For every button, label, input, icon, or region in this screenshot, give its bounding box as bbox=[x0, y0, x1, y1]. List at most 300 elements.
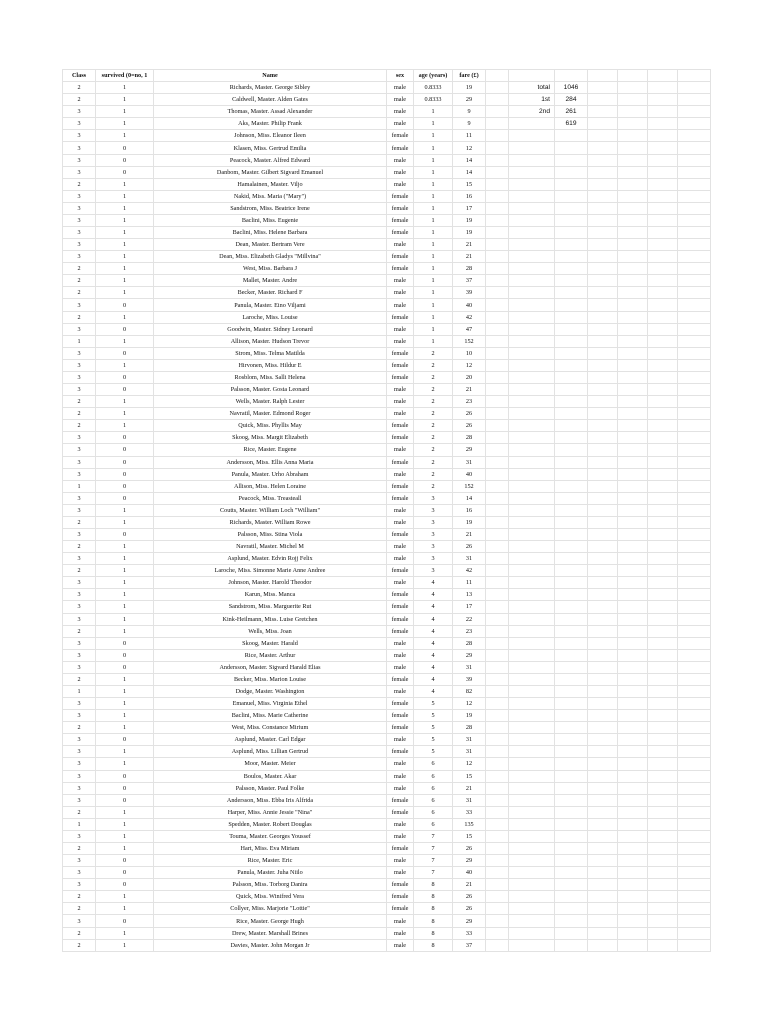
empty-cell[interactable] bbox=[486, 263, 509, 275]
empty-cell[interactable] bbox=[648, 94, 678, 106]
cell-sex[interactable]: male bbox=[387, 927, 414, 939]
empty-cell[interactable] bbox=[588, 565, 618, 577]
empty-cell[interactable] bbox=[555, 251, 588, 263]
cell-sex[interactable]: female bbox=[387, 311, 414, 323]
col-header-age[interactable]: age (years) bbox=[414, 70, 453, 82]
empty-cell[interactable] bbox=[678, 746, 711, 758]
cell-age[interactable]: 8 bbox=[414, 939, 453, 951]
empty-cell[interactable] bbox=[678, 335, 711, 347]
cell-fare[interactable]: 28 bbox=[453, 722, 486, 734]
empty-cell[interactable] bbox=[678, 794, 711, 806]
cell-survived[interactable]: 1 bbox=[96, 601, 154, 613]
empty-cell[interactable] bbox=[648, 480, 678, 492]
empty-cell[interactable] bbox=[486, 299, 509, 311]
cell-survived[interactable]: 0 bbox=[96, 166, 154, 178]
empty-cell[interactable] bbox=[648, 806, 678, 818]
empty-cell[interactable] bbox=[588, 698, 618, 710]
empty-cell[interactable] bbox=[509, 504, 555, 516]
cell-survived[interactable]: 0 bbox=[96, 456, 154, 468]
empty-cell[interactable] bbox=[555, 915, 588, 927]
empty-cell[interactable] bbox=[588, 625, 618, 637]
empty-cell[interactable] bbox=[509, 202, 555, 214]
empty-cell[interactable] bbox=[648, 396, 678, 408]
empty-cell[interactable] bbox=[555, 214, 588, 226]
empty-cell[interactable] bbox=[555, 384, 588, 396]
cell-age[interactable]: 4 bbox=[414, 625, 453, 637]
empty-cell[interactable] bbox=[618, 287, 648, 299]
empty-cell[interactable] bbox=[509, 758, 555, 770]
empty-cell[interactable] bbox=[486, 106, 509, 118]
empty-cell[interactable] bbox=[555, 661, 588, 673]
empty-cell[interactable] bbox=[588, 335, 618, 347]
empty-cell[interactable] bbox=[588, 492, 618, 504]
empty-cell[interactable] bbox=[509, 492, 555, 504]
empty-cell[interactable] bbox=[678, 516, 711, 528]
empty-cell[interactable] bbox=[555, 287, 588, 299]
cell-class[interactable]: 2 bbox=[63, 939, 96, 951]
cell-sex[interactable]: female bbox=[387, 843, 414, 855]
cell-fare[interactable]: 12 bbox=[453, 698, 486, 710]
empty-cell[interactable] bbox=[588, 541, 618, 553]
col-header-name[interactable]: Name bbox=[154, 70, 387, 82]
empty-cell[interactable] bbox=[486, 734, 509, 746]
empty-cell[interactable] bbox=[486, 202, 509, 214]
cell-name[interactable]: Allison, Master. Hudson Trevor bbox=[154, 335, 387, 347]
cell-name[interactable]: Rice, Master. George Hugh bbox=[154, 915, 387, 927]
empty-cell[interactable] bbox=[555, 685, 588, 697]
cell-sex[interactable]: male bbox=[387, 275, 414, 287]
empty-cell[interactable] bbox=[588, 299, 618, 311]
empty-cell[interactable] bbox=[618, 408, 648, 420]
cell-sex[interactable]: male bbox=[387, 637, 414, 649]
empty-cell[interactable] bbox=[588, 867, 618, 879]
cell-class[interactable]: 2 bbox=[63, 178, 96, 190]
cell-name[interactable]: Skoog, Miss. Margit Elizabeth bbox=[154, 432, 387, 444]
cell-fare[interactable]: 29 bbox=[453, 855, 486, 867]
empty-cell[interactable] bbox=[509, 263, 555, 275]
cell-fare[interactable]: 47 bbox=[453, 323, 486, 335]
cell-age[interactable]: 6 bbox=[414, 782, 453, 794]
empty-cell[interactable] bbox=[618, 553, 648, 565]
cell-fare[interactable]: 152 bbox=[453, 335, 486, 347]
empty-cell[interactable] bbox=[588, 758, 618, 770]
empty-cell[interactable] bbox=[618, 359, 648, 371]
cell-fare[interactable]: 82 bbox=[453, 685, 486, 697]
empty-cell[interactable] bbox=[486, 432, 509, 444]
cell-fare[interactable]: 152 bbox=[453, 480, 486, 492]
cell-survived[interactable]: 1 bbox=[96, 541, 154, 553]
empty-cell[interactable] bbox=[509, 685, 555, 697]
empty-cell[interactable] bbox=[618, 867, 648, 879]
cell-sex[interactable]: female bbox=[387, 746, 414, 758]
empty-cell[interactable] bbox=[509, 577, 555, 589]
cell-fare[interactable]: 10 bbox=[453, 347, 486, 359]
empty-cell[interactable] bbox=[588, 166, 618, 178]
empty-cell[interactable] bbox=[509, 371, 555, 383]
empty-cell[interactable] bbox=[555, 782, 588, 794]
cell-fare[interactable]: 135 bbox=[453, 818, 486, 830]
cell-class[interactable]: 2 bbox=[63, 891, 96, 903]
cell-survived[interactable]: 1 bbox=[96, 335, 154, 347]
empty-cell[interactable] bbox=[678, 480, 711, 492]
empty-cell[interactable] bbox=[555, 649, 588, 661]
cell-age[interactable]: 2 bbox=[414, 468, 453, 480]
empty-cell[interactable] bbox=[678, 504, 711, 516]
empty-cell[interactable] bbox=[486, 613, 509, 625]
empty-cell[interactable] bbox=[588, 94, 618, 106]
empty-cell[interactable] bbox=[555, 130, 588, 142]
empty-cell[interactable] bbox=[618, 541, 648, 553]
cell-survived[interactable]: 1 bbox=[96, 359, 154, 371]
cell-age[interactable]: 1 bbox=[414, 202, 453, 214]
empty-cell[interactable] bbox=[555, 142, 588, 154]
cell-survived[interactable]: 1 bbox=[96, 420, 154, 432]
cell-sex[interactable]: male bbox=[387, 818, 414, 830]
cell-sex[interactable]: female bbox=[387, 698, 414, 710]
cell-name[interactable]: Navratil, Master. Michel M bbox=[154, 541, 387, 553]
cell-sex[interactable]: female bbox=[387, 251, 414, 263]
cell-fare[interactable]: 28 bbox=[453, 637, 486, 649]
cell-class[interactable]: 3 bbox=[63, 770, 96, 782]
cell-survived[interactable]: 1 bbox=[96, 94, 154, 106]
empty-cell[interactable] bbox=[618, 504, 648, 516]
summary-value[interactable]: 1046 bbox=[555, 82, 588, 94]
cell-sex[interactable]: male bbox=[387, 299, 414, 311]
cell-age[interactable]: 1 bbox=[414, 299, 453, 311]
cell-age[interactable]: 7 bbox=[414, 843, 453, 855]
empty-cell[interactable] bbox=[648, 794, 678, 806]
cell-name[interactable]: Danbom, Master. Gilbert Sigvard Emanuel bbox=[154, 166, 387, 178]
cell-sex[interactable]: female bbox=[387, 371, 414, 383]
empty-cell[interactable] bbox=[555, 396, 588, 408]
empty-cell[interactable] bbox=[588, 746, 618, 758]
empty-cell[interactable] bbox=[588, 480, 618, 492]
empty-cell[interactable] bbox=[648, 649, 678, 661]
empty-cell[interactable] bbox=[648, 565, 678, 577]
empty-cell[interactable] bbox=[509, 613, 555, 625]
cell-survived[interactable]: 1 bbox=[96, 118, 154, 130]
cell-age[interactable]: 8 bbox=[414, 927, 453, 939]
cell-age[interactable]: 5 bbox=[414, 722, 453, 734]
cell-age[interactable]: 4 bbox=[414, 637, 453, 649]
empty-cell[interactable] bbox=[509, 239, 555, 251]
cell-sex[interactable]: male bbox=[387, 661, 414, 673]
cell-sex[interactable]: female bbox=[387, 589, 414, 601]
empty-cell[interactable] bbox=[648, 347, 678, 359]
cell-age[interactable]: 1 bbox=[414, 227, 453, 239]
cell-class[interactable]: 1 bbox=[63, 818, 96, 830]
empty-cell[interactable] bbox=[588, 202, 618, 214]
empty-cell[interactable] bbox=[588, 311, 618, 323]
cell-survived[interactable]: 0 bbox=[96, 468, 154, 480]
empty-cell[interactable] bbox=[555, 178, 588, 190]
empty-cell[interactable] bbox=[618, 70, 648, 82]
empty-cell[interactable] bbox=[509, 625, 555, 637]
cell-class[interactable]: 3 bbox=[63, 746, 96, 758]
empty-cell[interactable] bbox=[678, 359, 711, 371]
empty-cell[interactable] bbox=[648, 698, 678, 710]
cell-fare[interactable]: 21 bbox=[453, 251, 486, 263]
empty-cell[interactable] bbox=[509, 698, 555, 710]
cell-sex[interactable]: male bbox=[387, 468, 414, 480]
empty-cell[interactable] bbox=[648, 758, 678, 770]
cell-survived[interactable]: 0 bbox=[96, 734, 154, 746]
empty-cell[interactable] bbox=[555, 335, 588, 347]
empty-cell[interactable] bbox=[555, 734, 588, 746]
empty-cell[interactable] bbox=[618, 311, 648, 323]
cell-sex[interactable]: female bbox=[387, 528, 414, 540]
empty-cell[interactable] bbox=[509, 468, 555, 480]
cell-sex[interactable]: female bbox=[387, 601, 414, 613]
empty-cell[interactable] bbox=[678, 456, 711, 468]
cell-name[interactable]: Wells, Master. Ralph Lester bbox=[154, 396, 387, 408]
cell-sex[interactable]: male bbox=[387, 915, 414, 927]
cell-survived[interactable]: 0 bbox=[96, 432, 154, 444]
empty-cell[interactable] bbox=[618, 528, 648, 540]
empty-cell[interactable] bbox=[648, 553, 678, 565]
cell-class[interactable]: 2 bbox=[63, 541, 96, 553]
cell-name[interactable]: Hirvonen, Miss. Hildur E bbox=[154, 359, 387, 371]
cell-name[interactable]: Allison, Miss. Helen Loraine bbox=[154, 480, 387, 492]
empty-cell[interactable] bbox=[648, 408, 678, 420]
cell-sex[interactable]: female bbox=[387, 190, 414, 202]
empty-cell[interactable] bbox=[648, 432, 678, 444]
cell-name[interactable]: Andersson, Miss. Ellis Anna Maria bbox=[154, 456, 387, 468]
empty-cell[interactable] bbox=[648, 227, 678, 239]
cell-age[interactable]: 1 bbox=[414, 154, 453, 166]
cell-sex[interactable]: female bbox=[387, 673, 414, 685]
cell-name[interactable]: Sandstrom, Miss. Beatrice Irene bbox=[154, 202, 387, 214]
empty-cell[interactable] bbox=[678, 202, 711, 214]
empty-cell[interactable] bbox=[555, 154, 588, 166]
cell-class[interactable]: 2 bbox=[63, 420, 96, 432]
cell-class[interactable]: 3 bbox=[63, 239, 96, 251]
cell-name[interactable]: Dean, Miss. Elizabeth Gladys "Millvina" bbox=[154, 251, 387, 263]
cell-age[interactable]: 4 bbox=[414, 661, 453, 673]
cell-class[interactable]: 3 bbox=[63, 202, 96, 214]
empty-cell[interactable] bbox=[678, 275, 711, 287]
empty-cell[interactable] bbox=[648, 685, 678, 697]
empty-cell[interactable] bbox=[486, 492, 509, 504]
empty-cell[interactable] bbox=[486, 528, 509, 540]
empty-cell[interactable] bbox=[678, 553, 711, 565]
cell-sex[interactable]: male bbox=[387, 770, 414, 782]
empty-cell[interactable] bbox=[555, 794, 588, 806]
empty-cell[interactable] bbox=[618, 154, 648, 166]
empty-cell[interactable] bbox=[509, 347, 555, 359]
empty-cell[interactable] bbox=[509, 142, 555, 154]
empty-cell[interactable] bbox=[555, 504, 588, 516]
empty-cell[interactable] bbox=[588, 251, 618, 263]
cell-fare[interactable]: 21 bbox=[453, 879, 486, 891]
cell-sex[interactable]: male bbox=[387, 106, 414, 118]
cell-age[interactable]: 1 bbox=[414, 263, 453, 275]
cell-survived[interactable]: 1 bbox=[96, 214, 154, 226]
empty-cell[interactable] bbox=[648, 384, 678, 396]
empty-cell[interactable] bbox=[618, 601, 648, 613]
empty-cell[interactable] bbox=[509, 915, 555, 927]
cell-survived[interactable]: 0 bbox=[96, 855, 154, 867]
empty-cell[interactable] bbox=[588, 70, 618, 82]
empty-cell[interactable] bbox=[555, 227, 588, 239]
cell-age[interactable]: 2 bbox=[414, 359, 453, 371]
summary-label[interactable] bbox=[509, 118, 555, 130]
empty-cell[interactable] bbox=[678, 214, 711, 226]
empty-cell[interactable] bbox=[618, 251, 648, 263]
cell-sex[interactable]: male bbox=[387, 939, 414, 951]
col-header-class[interactable]: Class bbox=[63, 70, 96, 82]
empty-cell[interactable] bbox=[486, 794, 509, 806]
cell-name[interactable]: Becker, Master. Richard F bbox=[154, 287, 387, 299]
empty-cell[interactable] bbox=[588, 528, 618, 540]
cell-fare[interactable]: 14 bbox=[453, 492, 486, 504]
empty-cell[interactable] bbox=[486, 311, 509, 323]
empty-cell[interactable] bbox=[648, 903, 678, 915]
empty-cell[interactable] bbox=[588, 444, 618, 456]
empty-cell[interactable] bbox=[555, 468, 588, 480]
cell-class[interactable]: 2 bbox=[63, 927, 96, 939]
cell-fare[interactable]: 26 bbox=[453, 891, 486, 903]
cell-fare[interactable]: 23 bbox=[453, 396, 486, 408]
empty-cell[interactable] bbox=[509, 516, 555, 528]
cell-age[interactable]: 6 bbox=[414, 806, 453, 818]
empty-cell[interactable] bbox=[555, 432, 588, 444]
cell-sex[interactable]: male bbox=[387, 830, 414, 842]
empty-cell[interactable] bbox=[555, 855, 588, 867]
summary-value[interactable]: 619 bbox=[555, 118, 588, 130]
empty-cell[interactable] bbox=[486, 661, 509, 673]
cell-class[interactable]: 3 bbox=[63, 118, 96, 130]
empty-cell[interactable] bbox=[618, 227, 648, 239]
empty-cell[interactable] bbox=[588, 685, 618, 697]
empty-cell[interactable] bbox=[618, 722, 648, 734]
cell-class[interactable]: 2 bbox=[63, 263, 96, 275]
cell-name[interactable]: Mallet, Master. Andre bbox=[154, 275, 387, 287]
cell-class[interactable]: 2 bbox=[63, 843, 96, 855]
cell-survived[interactable]: 1 bbox=[96, 311, 154, 323]
empty-cell[interactable] bbox=[588, 347, 618, 359]
cell-age[interactable]: 5 bbox=[414, 746, 453, 758]
cell-sex[interactable]: male bbox=[387, 178, 414, 190]
empty-cell[interactable] bbox=[555, 553, 588, 565]
cell-fare[interactable]: 12 bbox=[453, 142, 486, 154]
empty-cell[interactable] bbox=[618, 190, 648, 202]
empty-cell[interactable] bbox=[678, 178, 711, 190]
cell-survived[interactable]: 1 bbox=[96, 251, 154, 263]
empty-cell[interactable] bbox=[486, 516, 509, 528]
empty-cell[interactable] bbox=[618, 927, 648, 939]
empty-cell[interactable] bbox=[588, 806, 618, 818]
cell-age[interactable]: 6 bbox=[414, 770, 453, 782]
cell-fare[interactable]: 39 bbox=[453, 673, 486, 685]
empty-cell[interactable] bbox=[618, 939, 648, 951]
empty-cell[interactable] bbox=[678, 867, 711, 879]
cell-age[interactable]: 6 bbox=[414, 758, 453, 770]
empty-cell[interactable] bbox=[618, 468, 648, 480]
cell-class[interactable]: 2 bbox=[63, 408, 96, 420]
empty-cell[interactable] bbox=[648, 637, 678, 649]
cell-class[interactable]: 3 bbox=[63, 758, 96, 770]
empty-cell[interactable] bbox=[509, 480, 555, 492]
cell-fare[interactable]: 9 bbox=[453, 118, 486, 130]
cell-sex[interactable]: female bbox=[387, 710, 414, 722]
cell-class[interactable]: 2 bbox=[63, 516, 96, 528]
cell-name[interactable]: Laroche, Miss. Louise bbox=[154, 311, 387, 323]
empty-cell[interactable] bbox=[648, 516, 678, 528]
empty-cell[interactable] bbox=[486, 553, 509, 565]
cell-fare[interactable]: 17 bbox=[453, 601, 486, 613]
empty-cell[interactable] bbox=[588, 637, 618, 649]
cell-name[interactable]: Spedden, Master. Robert Douglas bbox=[154, 818, 387, 830]
empty-cell[interactable] bbox=[588, 130, 618, 142]
empty-cell[interactable] bbox=[509, 541, 555, 553]
cell-survived[interactable]: 0 bbox=[96, 528, 154, 540]
cell-survived[interactable]: 1 bbox=[96, 408, 154, 420]
empty-cell[interactable] bbox=[509, 843, 555, 855]
empty-cell[interactable] bbox=[648, 601, 678, 613]
cell-age[interactable]: 5 bbox=[414, 734, 453, 746]
empty-cell[interactable] bbox=[588, 830, 618, 842]
cell-sex[interactable]: female bbox=[387, 130, 414, 142]
empty-cell[interactable] bbox=[678, 601, 711, 613]
empty-cell[interactable] bbox=[555, 879, 588, 891]
empty-cell[interactable] bbox=[678, 311, 711, 323]
cell-survived[interactable]: 1 bbox=[96, 625, 154, 637]
empty-cell[interactable] bbox=[648, 492, 678, 504]
empty-cell[interactable] bbox=[486, 818, 509, 830]
empty-cell[interactable] bbox=[678, 154, 711, 166]
cell-fare[interactable]: 17 bbox=[453, 202, 486, 214]
empty-cell[interactable] bbox=[486, 698, 509, 710]
cell-name[interactable]: Rice, Master. Eugene bbox=[154, 444, 387, 456]
cell-age[interactable]: 7 bbox=[414, 855, 453, 867]
cell-sex[interactable]: male bbox=[387, 649, 414, 661]
empty-cell[interactable] bbox=[618, 118, 648, 130]
cell-survived[interactable]: 1 bbox=[96, 553, 154, 565]
empty-cell[interactable] bbox=[618, 891, 648, 903]
cell-age[interactable]: 4 bbox=[414, 613, 453, 625]
empty-cell[interactable] bbox=[486, 685, 509, 697]
empty-cell[interactable] bbox=[555, 190, 588, 202]
cell-fare[interactable]: 16 bbox=[453, 504, 486, 516]
empty-cell[interactable] bbox=[588, 516, 618, 528]
cell-sex[interactable]: female bbox=[387, 794, 414, 806]
cell-age[interactable]: 1 bbox=[414, 178, 453, 190]
cell-sex[interactable]: male bbox=[387, 782, 414, 794]
summary-label[interactable]: 1st bbox=[509, 94, 555, 106]
empty-cell[interactable] bbox=[678, 444, 711, 456]
empty-cell[interactable] bbox=[486, 758, 509, 770]
cell-fare[interactable]: 15 bbox=[453, 770, 486, 782]
cell-survived[interactable]: 1 bbox=[96, 565, 154, 577]
cell-sex[interactable]: male bbox=[387, 239, 414, 251]
empty-cell[interactable] bbox=[588, 661, 618, 673]
empty-cell[interactable] bbox=[678, 118, 711, 130]
cell-survived[interactable]: 1 bbox=[96, 698, 154, 710]
empty-cell[interactable] bbox=[555, 903, 588, 915]
empty-cell[interactable] bbox=[486, 94, 509, 106]
empty-cell[interactable] bbox=[648, 710, 678, 722]
cell-survived[interactable]: 1 bbox=[96, 746, 154, 758]
empty-cell[interactable] bbox=[486, 239, 509, 251]
cell-survived[interactable]: 0 bbox=[96, 637, 154, 649]
cell-sex[interactable]: female bbox=[387, 142, 414, 154]
empty-cell[interactable] bbox=[588, 915, 618, 927]
empty-cell[interactable] bbox=[648, 263, 678, 275]
empty-cell[interactable] bbox=[588, 287, 618, 299]
cell-sex[interactable]: female bbox=[387, 625, 414, 637]
empty-cell[interactable] bbox=[618, 275, 648, 287]
